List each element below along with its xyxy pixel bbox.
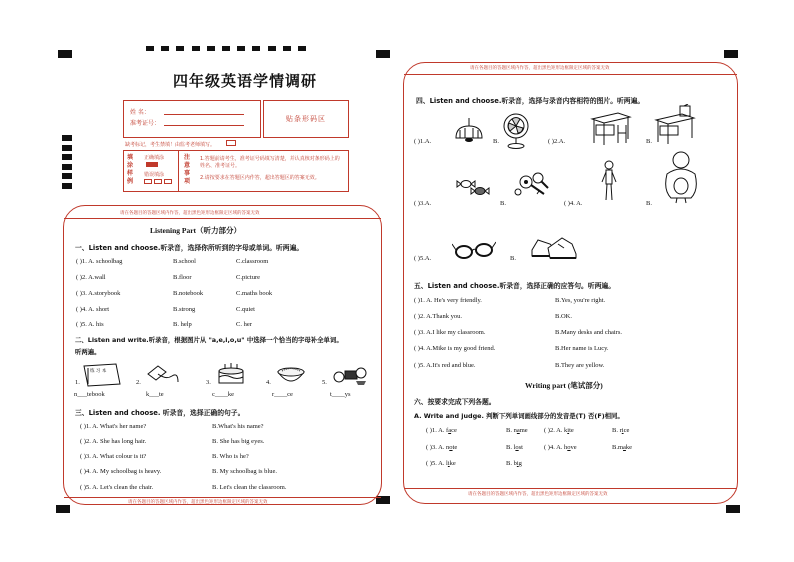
s6-q1-b: B. name bbox=[506, 427, 528, 434]
lamp-picture bbox=[452, 118, 486, 146]
instructions-box bbox=[123, 150, 349, 192]
s6-q5-b: B. big bbox=[506, 460, 522, 467]
s1-q3-a[interactable]: ( )3. A.storybook bbox=[76, 290, 121, 297]
glasses-picture bbox=[452, 238, 496, 262]
desk-chair-picture-a bbox=[590, 107, 632, 147]
s3-q3-a[interactable]: ( )3. A. What colour is it? bbox=[80, 453, 147, 460]
s3-q1-b: B.What's his name? bbox=[212, 423, 264, 430]
name-line bbox=[164, 114, 244, 115]
barcode-area: 贴条形码区 bbox=[263, 100, 349, 138]
s3-q5-a[interactable]: ( )5. A. Let's clean the chair. bbox=[80, 484, 154, 491]
s4-q2-b-label: B. bbox=[646, 138, 652, 145]
s6-q1-a[interactable]: ( )1. A. face bbox=[426, 427, 457, 434]
s5-q4-a[interactable]: ( )4. A.Mike is my good friend. bbox=[414, 345, 496, 352]
s5-q4-b: B.Her name is Lucy. bbox=[555, 345, 609, 352]
listening-part-title: Listening Part（听力部分） bbox=[150, 226, 242, 235]
s2-blank-5[interactable]: t____ys bbox=[330, 391, 351, 398]
registration-mark-bottom-left bbox=[56, 505, 70, 513]
s5-q1-b: B.Yes, you're right. bbox=[555, 297, 606, 304]
fat-man-picture bbox=[663, 150, 699, 204]
s3-q4-a[interactable]: ( )4. A. My schoolbag is heavy. bbox=[80, 468, 162, 475]
s4-q2-label[interactable]: ( )2.A. bbox=[548, 138, 566, 145]
s3-q4-b: B. My schoolbag is blue. bbox=[212, 468, 277, 475]
s5-q2-a[interactable]: ( )2. A.Thank you. bbox=[414, 313, 463, 320]
boundary-warning-left-bottom: 请在各题目的答题区域内作答，超出黑色矩形边框限定区域的答案无效 bbox=[128, 500, 268, 505]
s1-q3-b: B.notebook bbox=[173, 290, 204, 297]
s6-q2-b: B. rice bbox=[612, 427, 630, 434]
s6-q2-a[interactable]: ( )2. A. kite bbox=[544, 427, 574, 434]
s1-q2-b: B.floor bbox=[173, 274, 192, 281]
s1-q1-c: C.classroom bbox=[236, 258, 269, 265]
exam-no-label: 准考证号： bbox=[130, 120, 161, 127]
s5-q5-b: B.They are yellow. bbox=[555, 362, 605, 369]
s3-q3-b: B. Who is he? bbox=[212, 453, 249, 460]
s1-q4-a[interactable]: ( )4. A. short bbox=[76, 306, 110, 313]
sample-label: 填涂样例 bbox=[127, 154, 134, 185]
s1-q4-b: B.strong bbox=[173, 306, 196, 313]
notebook-picture bbox=[82, 362, 122, 388]
notebook-caption: 练 习 本 bbox=[90, 369, 107, 374]
note-2: 2.请按要求在答题区内作答，超出答题区的答案无效。 bbox=[200, 175, 320, 181]
s1-q5-b: B. help bbox=[173, 321, 192, 328]
writing-part-title: Writing part (笔试部分) bbox=[525, 381, 603, 390]
kite-picture bbox=[144, 362, 180, 386]
section1-heading: 一、Listen and choose.听录音，选择你所听到的字母或单词。听两遍。 bbox=[75, 244, 304, 252]
s5-q5-a[interactable]: ( )5. A.It's red and blue. bbox=[414, 362, 476, 369]
s4-q3-b-label: B. bbox=[500, 200, 506, 207]
s2-blank-2[interactable]: k___te bbox=[146, 391, 164, 398]
s6-q4-a[interactable]: ( )4. A. hove bbox=[544, 444, 577, 451]
s4-q5-b-label: B. bbox=[510, 255, 516, 262]
s1-q5-a[interactable]: ( )5. A. his bbox=[76, 321, 104, 328]
s1-q5-c: C. her bbox=[236, 321, 252, 328]
name-label: 姓 名： bbox=[130, 109, 150, 116]
s3-q2-a[interactable]: ( )2. A. She has long hair. bbox=[80, 438, 147, 445]
s2-blank-4[interactable]: r____ce bbox=[272, 391, 293, 398]
registration-mark-top-center bbox=[376, 50, 390, 58]
s2-blank-1[interactable]: n___tebook bbox=[74, 391, 105, 398]
s2-num-5: 5. bbox=[322, 379, 327, 386]
correct-fill-label: 正确填涂 bbox=[144, 155, 165, 161]
section2-heading-cont: 听两遍。 bbox=[75, 348, 101, 356]
s4-q3-label[interactable]: ( )3.A. bbox=[414, 200, 432, 207]
s4-q1-b-label: B. bbox=[493, 138, 499, 145]
registration-mark-top-left bbox=[58, 50, 72, 58]
s6-q4-b: B.make bbox=[612, 444, 633, 451]
s3-q2-b: B. She has big eyes. bbox=[212, 438, 265, 445]
s4-q4-b-label: B. bbox=[646, 200, 652, 207]
s2-blank-3[interactable]: c____ke bbox=[212, 391, 235, 398]
s1-q2-a[interactable]: ( )2. A.wall bbox=[76, 274, 106, 281]
s1-q3-c: C.maths book bbox=[236, 290, 273, 297]
section2-heading: 二、Listen and write.听录音，根据图片从 "a,e,i,o,u" 中选择一个恰当的字母补全单词。 bbox=[75, 336, 343, 344]
toys-picture bbox=[331, 363, 371, 387]
section3-heading: 三、Listen and choose. 听录音，选择正确的句子。 bbox=[75, 409, 245, 417]
registration-mark-top-right bbox=[724, 50, 738, 58]
s2-num-1: 1. bbox=[75, 379, 80, 386]
s2-num-3: 3. bbox=[206, 379, 211, 386]
cake-picture bbox=[213, 362, 249, 386]
section4-heading: 四、Listen and choose.听录音，选择与录音内容相符的图片。听两遍。 bbox=[416, 97, 645, 105]
s6-q3-b: B. lost bbox=[506, 444, 523, 451]
wrong-fill-samples bbox=[144, 179, 172, 184]
s6-q5-a[interactable]: ( )5. A. like bbox=[426, 460, 456, 467]
s2-num-2: 2. bbox=[136, 379, 141, 386]
s1-q4-c: C.quiet bbox=[236, 306, 255, 313]
section6-heading: 六、按要求完成下列各题。 bbox=[414, 398, 496, 406]
s4-q4-label[interactable]: ( )4. A. bbox=[564, 200, 583, 207]
timing-marks-side bbox=[62, 135, 72, 189]
boundary-warning-left-top: 请在各题目的答题区域内作答，超出黑色矩形边框限定区域的答案无效 bbox=[120, 211, 260, 216]
note-1: 1.答题前请考生，准考证号码填写清楚，并认真核对条形码上的姓名、准考证号。 bbox=[200, 156, 340, 169]
shoes-picture bbox=[528, 234, 578, 262]
boundary-warning-right-top: 请在各题目的答题区域内作答，超出黑色矩形边框限定区域的答案无效 bbox=[470, 66, 610, 71]
fan-picture bbox=[502, 113, 530, 149]
registration-mark-bottom-right bbox=[726, 505, 740, 513]
s5-q3-b: B.Many desks and chairs. bbox=[555, 329, 622, 336]
exam-no-line bbox=[164, 125, 244, 126]
s4-q1-label[interactable]: ( )1.A. bbox=[414, 138, 432, 145]
s2-num-4: 4. bbox=[266, 379, 271, 386]
s5-q2-b: B.OK. bbox=[555, 313, 572, 320]
correct-fill-sample bbox=[146, 162, 158, 167]
attention-label: 注意事项 bbox=[184, 154, 191, 185]
boundary-warning-right-bottom: 请在各题目的答题区域内作答，超出黑色矩形边框限定区域的答案无效 bbox=[468, 492, 608, 497]
timing-marks-top bbox=[146, 46, 306, 52]
thin-boy-picture bbox=[600, 160, 618, 202]
s3-q5-b: B. Let's clean the classroom. bbox=[212, 484, 287, 491]
section6-sub-heading: A. Write and judge. 判断下列单词画线部分的发音是(T) 否(F)相同。 bbox=[414, 412, 624, 420]
s1-q2-c: C.picture bbox=[236, 274, 261, 281]
keys-picture bbox=[512, 170, 552, 200]
absent-mark-box[interactable] bbox=[226, 140, 236, 146]
desk-chair-picture-b bbox=[654, 104, 696, 146]
s5-q3-a[interactable]: ( )3. A.I like my classroom. bbox=[414, 329, 486, 336]
wrong-fill-label: 错误填涂 bbox=[144, 172, 165, 178]
section5-heading: 五、Listen and choose.听录音，选择正确的应答句。听两遍。 bbox=[414, 282, 616, 290]
student-info-box[interactable] bbox=[123, 100, 261, 138]
s3-q1-a[interactable]: ( )1. A. What's her name? bbox=[80, 423, 147, 430]
s4-q5-label[interactable]: ( )5.A. bbox=[414, 255, 432, 262]
rice-picture bbox=[276, 364, 306, 386]
s5-q1-a[interactable]: ( )1. A. He's very friendly. bbox=[414, 297, 482, 304]
s1-q1-a[interactable]: ( )1. A. schoolbag bbox=[76, 258, 123, 265]
candies-picture bbox=[456, 176, 492, 198]
s1-q1-b: B.school bbox=[173, 258, 196, 265]
examiner-note: 缺考标记，考生禁填！由监考老师填写。 bbox=[125, 142, 216, 148]
s6-q3-a[interactable]: ( )3. A. note bbox=[426, 444, 458, 451]
page-title: 四年级英语学情调研 bbox=[172, 72, 317, 90]
